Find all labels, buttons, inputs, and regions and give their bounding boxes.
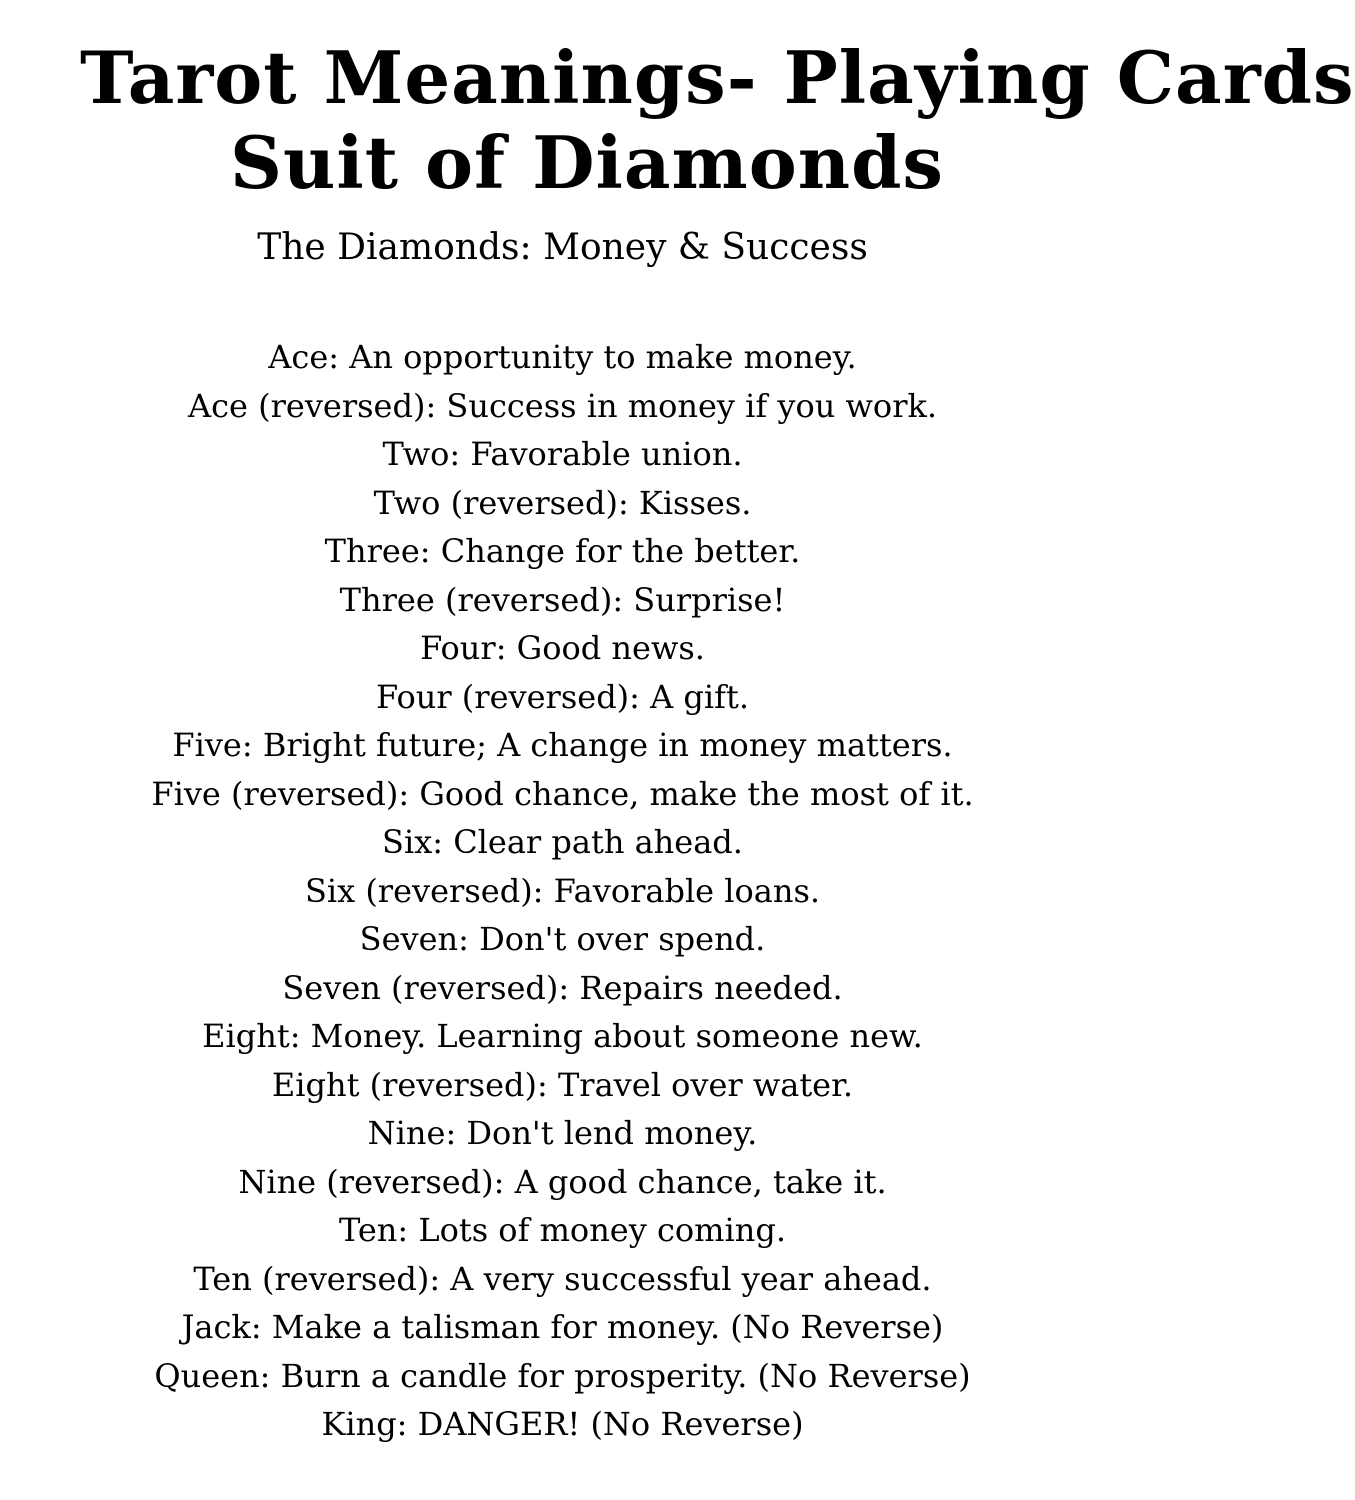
card-meanings-list	[0, 333, 1125, 1449]
list-item-queen: Queen: Burn a candle for prosperity. (No Reverse)	[154, 1356, 971, 1395]
list-item-nine: Nine: Don't lend money.	[367, 1114, 758, 1152]
list-item-king: King: DANGER! (No Reverse)	[321, 1405, 804, 1443]
list-item-jack: Jack: Make a talisman for money. (No Reverse)	[181, 1308, 944, 1346]
list-item-three-reversed: Three (reversed): Surprise!	[339, 580, 786, 619]
list-item-eight: Eight: Money. Learning about someone new.	[202, 1017, 923, 1055]
list-item-three: Three: Change for the better.	[324, 532, 801, 570]
list-item-four-reversed: Four (reversed): A gift.	[376, 677, 749, 716]
list-item-ten: Ten: Lots of money coming.	[338, 1211, 787, 1249]
list-item-five: Five: Bright future; A change in money matters.	[172, 726, 953, 764]
list-item-seven-reversed: Seven (reversed): Repairs needed.	[282, 968, 843, 1007]
list-item-ace: Ace: An opportunity to make money.	[268, 338, 857, 376]
list-item-six: Six: Clear path ahead.	[382, 823, 743, 861]
list-item-two-reversed: Two (reversed): Kisses.	[373, 483, 752, 522]
list-item-eight-reversed: Eight (reversed): Travel over water.	[271, 1065, 854, 1104]
list-item-seven: Seven: Don't over spend.	[359, 920, 766, 958]
section-subtitle: The Diamonds: Money & Success	[257, 227, 868, 268]
list-item-ace-reversed: Ace (reversed): Success in money if you work.	[187, 386, 938, 425]
list-item-nine-reversed: Nine (reversed): A good chance, take it.	[238, 1162, 887, 1201]
list-item-two: Two: Favorable union.	[382, 435, 743, 473]
list-item-five-reversed: Five (reversed): Good chance, make the most of it.	[151, 774, 974, 813]
page-title-line-1: Tarot Meanings- Playing Cards	[80, 35, 1355, 120]
list-item-six-reversed: Six (reversed): Favorable loans.	[304, 871, 821, 910]
list-item-four: Four: Good news.	[420, 629, 705, 667]
list-item-ten-reversed: Ten (reversed): A very successful year ahead.	[193, 1259, 932, 1298]
page-title-line-2: Suit of Diamonds	[230, 120, 944, 205]
